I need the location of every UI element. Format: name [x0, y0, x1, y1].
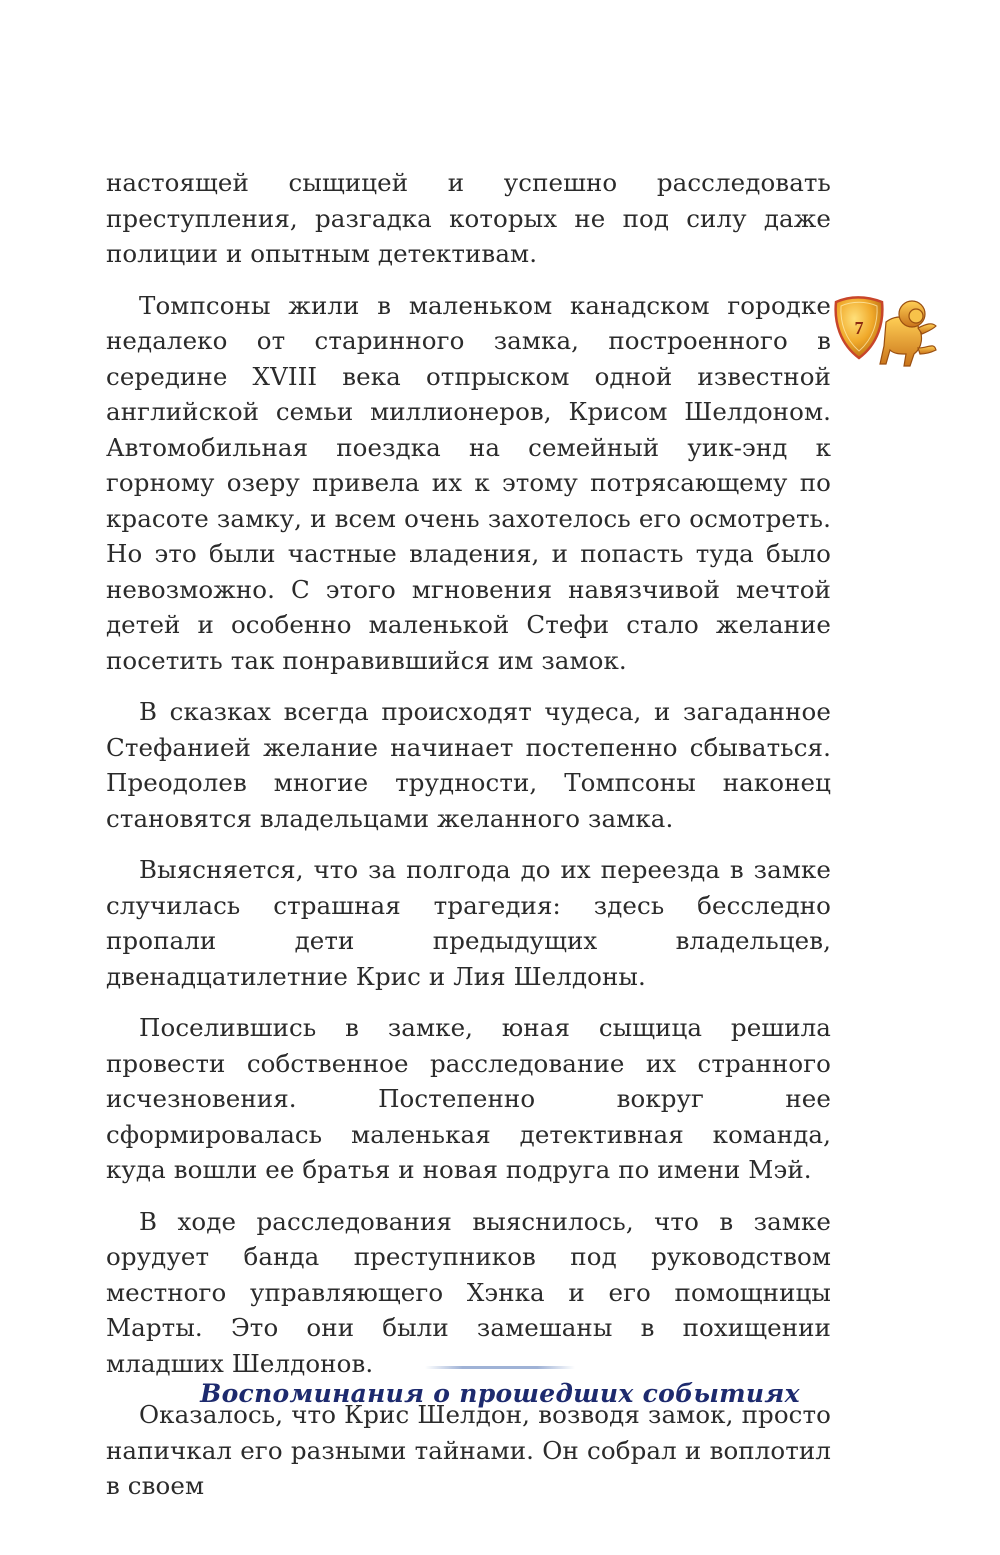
- paragraph: Томпсоны жили в маленьком канадском городке недалеко от старинного замка, построенного в середине XVIII века отпрыском одной известной английской семьи миллионеров, Крисом Шелдоном. Автомобильная поездка на семейный уик-энд к горному озеру привела их к этому потрясающему по красоте замку, и всем очень захотелось его осмотреть. Но это были частные владения, и попасть туда было невозможно. С этого мгновения навязчивой мечтой детей и особенно маленькой Стефи стало желание посетить так понравившийся им замок.: [106, 290, 831, 675]
- paragraph: настоящей сыщицей и успешно расследовать преступления, разгадка которых не под силу даже полиции и опытным детективам.: [106, 168, 831, 268]
- paragraph: В ходе расследования выяснилось, что в замке орудует банда преступников под руководством местного управляющего Хэнка и его помощницы Марты. Это они были замешаны в похищении младших Шелдонов.: [106, 1206, 831, 1378]
- footer-title: Воспоминания о прошедших событиях: [200, 1379, 800, 1408]
- shield-lion-icon: [826, 292, 942, 372]
- lion-figure: [880, 301, 936, 366]
- page-number: 7: [854, 318, 864, 338]
- paragraph: Поселившись в замке, юная сыщица решила провести собственное расследование их странного исчезновения. Постепенно вокруг нее сформировалась маленькая детективная команда, куда вошли ее братья и новая подруга по имени Мэй.: [106, 1013, 831, 1184]
- body-text: [106, 165, 831, 1504]
- footer-divider: [425, 1366, 575, 1369]
- paragraph: Выясняется, что за полгода до их переезда в замке случилась страшная трагедия: здесь бесследно пропали дети предыдущих владельцев, двенадцатилетние Крис и Лия Шелдоны.: [106, 855, 831, 991]
- footer: [0, 1366, 1000, 1408]
- paragraph: Оказалось, что Крис Шелдон, возводя замок, просто напичкал его разными тайнами. Он собрал и воплотил в своем: [106, 1400, 831, 1500]
- paragraph: В сказках всегда происходят чудеса, и загаданное Стефанией желание начинает постепенно сбываться. Преодолев многие трудности, Томпсоны наконец становятся владельцами желанного замка.: [106, 697, 831, 833]
- page-number-badge: [826, 292, 942, 372]
